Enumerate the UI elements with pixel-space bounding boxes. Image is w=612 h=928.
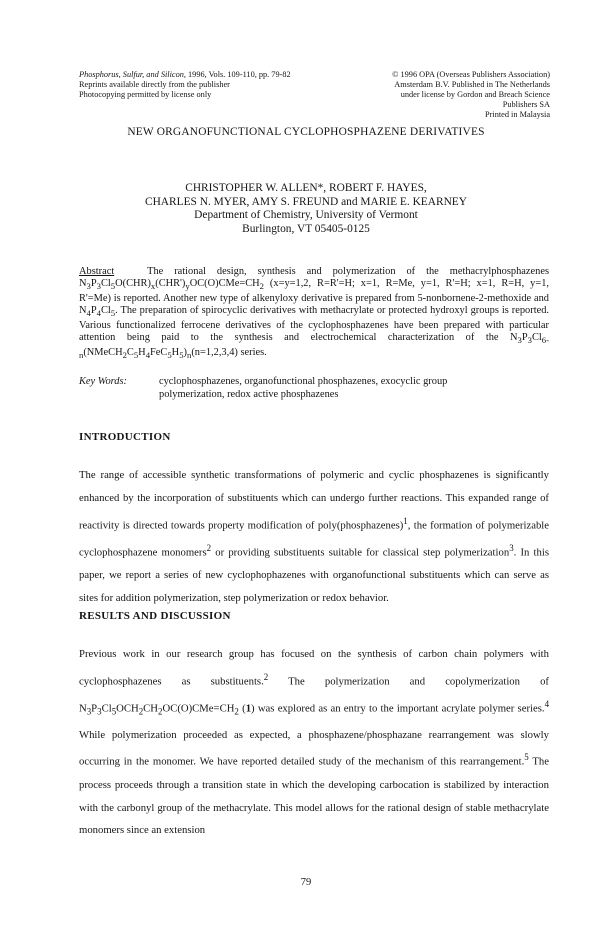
subscript: 2 [158, 706, 163, 717]
introduction-paragraph [79, 464, 549, 610]
results-paragraph [79, 643, 549, 842]
abstract-label: Abstract [79, 266, 115, 277]
abstract-text: The rational design, synthesis and polymerization of the methacrylphosphazenes N [79, 266, 549, 290]
affiliation-department: Department of Chemistry, University of Vermont [194, 209, 418, 221]
subscript: 4 [145, 349, 151, 360]
photocopy-note: Photocopying permitted by license only [79, 90, 212, 99]
paragraph-text: ( [238, 702, 246, 715]
subscript: y [185, 281, 190, 292]
subscript: 5 [111, 706, 117, 717]
section-heading-introduction: INTRODUCTION [79, 431, 171, 443]
paragraph-text: Cl [101, 702, 112, 715]
subscript: 5 [133, 349, 139, 360]
abstract-text: OC(O)CMe=CH [189, 278, 260, 290]
subscript: 3 [517, 335, 522, 346]
subscript: 2 [259, 281, 264, 292]
reference-marker: 2 [206, 542, 212, 553]
reference-marker: 2 [263, 671, 269, 682]
abstract-text: Cl [100, 278, 111, 290]
subscript: 2 [122, 349, 127, 360]
subscript: 5 [110, 308, 116, 319]
abstract-text: P [521, 332, 528, 344]
subscript: 5 [110, 281, 116, 292]
paragraph-text: The process proceeds through a transition state in which the developing carbocation is stabilized by interaction with the carbonyl group of the methacrylate. This model allows for the rational design of stable methacrylate monomers since an extension [79, 756, 549, 837]
header-left-block [79, 70, 291, 100]
compound-number: 1 [245, 702, 252, 715]
paper-title: NEW ORGANOFUNCTIONAL CYCLOPHOSPHAZENE DERIVATIVES [127, 126, 485, 138]
keywords-line-2: polymerization, redox active phosphazenes [159, 388, 339, 400]
subscript: 2 [138, 706, 144, 717]
abstract-text: (x=y=1,2, R=R'=H; x=1, R=Me, y=1, R'=H; x=1, R=H, y=1, R'=Me) is reported. Another new type of alkenyloxy derivative is prepared from 5-nonbornene-2-methoxide and N [79, 278, 549, 317]
subscript: 5 [179, 349, 184, 360]
author-line-1: CHRISTOPHER W. ALLEN*, ROBERT F. HAYES, [185, 182, 427, 194]
subscript: 6-n [79, 335, 549, 360]
citation-details: 1996, Vols. 109-110, pp. 79-82 [185, 70, 291, 79]
subscript: 3 [86, 706, 92, 717]
paragraph-text: ) was explored as an entry to the important acrylate polymer series. [251, 702, 545, 715]
paragraph-text: OCH [116, 702, 139, 715]
publisher-line-2: under license by Gordon and Breach Science [400, 90, 550, 99]
subscript: 3 [97, 706, 102, 717]
subscript: n [186, 349, 192, 360]
keywords-list [159, 376, 549, 401]
subscript: 4 [86, 308, 91, 319]
copyright-line: © 1996 OPA (Overseas Publishers Association) [392, 70, 550, 79]
abstract-text: . The preparation of spirocyclic derivatives with methacrylate or protected hydroxyl groups is reported. Various functionalized ferrocene derivatives of the cyclophosphazenes have been prepared with particular attention being paid to the synthesis and electrochemical characterization of the N [79, 305, 549, 344]
abstract-text: H [171, 346, 180, 358]
abstract-text: P [90, 278, 97, 290]
abstract-text: P [90, 305, 97, 317]
reference-marker: 1 [403, 515, 408, 526]
keywords-label: Key Words: [79, 376, 128, 387]
subscript: x [150, 281, 156, 292]
paragraph-text: P [91, 702, 98, 715]
reference-marker: 5 [524, 752, 529, 763]
abstract-text: ) [183, 346, 187, 358]
reprints-note: Reprints available directly from the publisher [79, 80, 230, 89]
reference-marker: 3 [509, 542, 514, 553]
abstract-text: (CHR') [155, 278, 186, 290]
paragraph-text: Previous work in our research group has focused on the synthesis of carbon chain polymers with cyclophosphazenes as substituents. [79, 648, 549, 688]
paragraph-text: or providing substituents suitable for classical step polymerization [211, 546, 510, 559]
paragraph-text: OC(O)CMe=CH [162, 702, 235, 715]
subscript: 5 [167, 349, 172, 360]
paragraph-text: While polymerization proceeded as expected, a phosphazene/phosphazane rearrangement was slowly occurring in the monomer. We have reported detailed study of the mechanism of this rearrangement. [79, 728, 549, 769]
abstract-text: FeC [150, 346, 168, 358]
paragraph-text: . In this paper, we report a series of new cyclophophazenes with organofunctional substituents which can serve as sites for addition polymerization, step polymerization or redox behavior. [79, 546, 549, 605]
subscript: 3 [527, 335, 532, 346]
publisher-line-1: Amsterdam B.V. Published in The Netherlands [394, 80, 550, 89]
paragraph-text: CH [143, 702, 159, 715]
journal-name: Phosphorus, Sulfur, and Silicon, [79, 70, 186, 79]
author-line-2: CHARLES N. MYER, AMY S. FREUND and MARIE E. KEARNEY [144, 195, 467, 208]
keywords [79, 376, 549, 401]
paragraph-text: The polymerization and copolymerization of N [79, 675, 549, 715]
paragraph-text: , the formation of polymerizable cyclophosphazene monomers [79, 519, 550, 559]
header-right-block [392, 70, 550, 120]
subscript: 3 [86, 281, 91, 292]
affiliation-address: Burlington, VT 05405-0125 [242, 222, 370, 235]
subscript: 4 [96, 308, 101, 319]
abstract-text: Cl [100, 305, 111, 317]
abstract-text: (NMeCH [83, 346, 123, 358]
abstract-text: H [138, 346, 146, 358]
author-block [0, 182, 612, 236]
journal-citation [79, 70, 291, 80]
abstract-text: (n=1,2,3,4) series. [191, 346, 267, 358]
abstract-text: O(CHR) [115, 278, 151, 290]
section-heading-results: RESULTS AND DISCUSSION [79, 610, 231, 622]
subscript: 3 [96, 281, 101, 292]
reference-marker: 4 [544, 699, 550, 710]
subscript: 2 [234, 706, 239, 717]
abstract-text: Cl [531, 332, 542, 344]
abstract-text: C [126, 346, 134, 358]
printed-in-line: Printed in Malaysia [485, 110, 550, 119]
paragraph-text: The range of accessible synthetic transformations of polymeric and cyclic phosphazenes is significantly enhanced by the incorporation of substituents which can undergo further reactions. This expanded range of reactivity is directed towards property modification of poly(phosphazenes) [79, 469, 549, 532]
page-number: 79 [300, 877, 312, 888]
publisher-line-3: Publishers SA [502, 100, 550, 109]
abstract [79, 266, 549, 361]
keywords-line-1: cyclophosphazenes, organofunctional phosphazenes, exocyclic group [159, 376, 448, 387]
